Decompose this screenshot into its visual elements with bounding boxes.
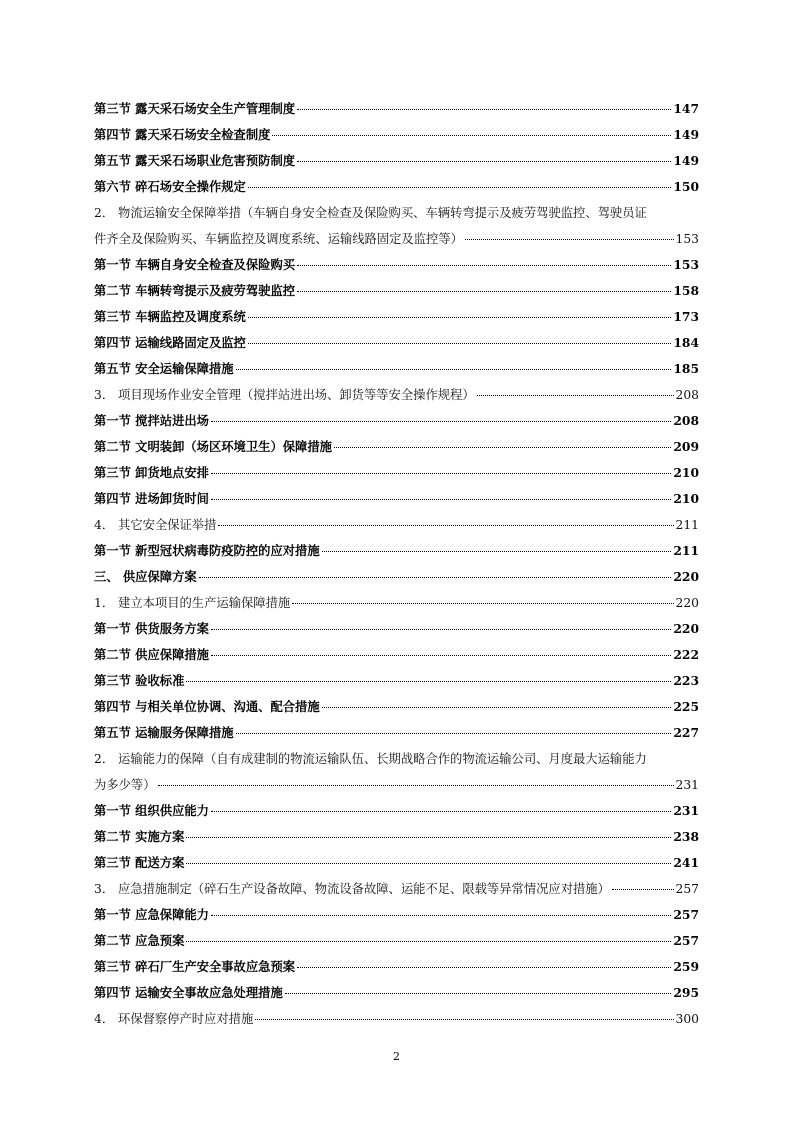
toc-entry-row xyxy=(94,408,699,434)
toc-entry-title: 第五节 露天采石场职业危害预防制度 xyxy=(94,153,296,168)
toc-entry-row xyxy=(94,876,699,902)
page-number: 2 xyxy=(393,1050,400,1063)
toc-entry[interactable] xyxy=(94,486,699,512)
toc-entry[interactable] xyxy=(94,824,699,850)
dot-leader xyxy=(297,291,671,292)
toc-entry-page: 208 xyxy=(673,413,699,428)
toc-entry-row xyxy=(94,642,699,668)
toc-entry-title: 第三节 车辆监控及调度系统 xyxy=(94,309,246,324)
toc-entry[interactable] xyxy=(94,512,699,538)
toc-entry-title: 第二节 应急预案 xyxy=(94,933,185,948)
toc-entry-row xyxy=(94,148,699,174)
toc-entry-page: 184 xyxy=(673,335,699,350)
toc-entry-page: 223 xyxy=(673,673,699,688)
toc-entry-row xyxy=(94,850,699,876)
toc-entry[interactable] xyxy=(94,382,699,408)
toc-entry-title: 第一节 应急保障能力 xyxy=(94,907,209,922)
toc-entry-row xyxy=(94,590,699,616)
dot-leader xyxy=(297,161,671,162)
toc-entry-title: 第三节 配送方案 xyxy=(94,855,185,870)
toc-entry-title: 第二节 文明装卸（场区环境卫生）保障措施 xyxy=(94,439,332,454)
toc-entry-row xyxy=(94,902,699,928)
toc-entry-page: 210 xyxy=(673,491,699,506)
dot-leader xyxy=(186,863,671,864)
toc-entry[interactable] xyxy=(94,980,699,1006)
toc-entry-title: 三、 供应保障方案 xyxy=(94,569,197,584)
toc-entry-page: 173 xyxy=(673,309,699,324)
toc-entry-page: 225 xyxy=(673,699,699,714)
toc-entry-page: 257 xyxy=(673,933,699,948)
toc-entry-page: 211 xyxy=(675,518,699,532)
dot-leader xyxy=(211,655,671,656)
toc-entry-page: 149 xyxy=(673,127,699,142)
toc-entry-title: 第一节 车辆自身安全检查及保险购买 xyxy=(94,257,296,272)
toc-entry-page: 300 xyxy=(675,1012,699,1026)
dot-leader xyxy=(297,109,671,110)
toc-entry-title: 第三节 卸货地点安排 xyxy=(94,465,209,480)
toc-entry-title: 第二节 供应保障措施 xyxy=(94,647,209,662)
toc-entry-row xyxy=(94,278,699,304)
toc-entry[interactable] xyxy=(94,590,699,616)
toc-entry-title: 第五节 安全运输保障措施 xyxy=(94,361,234,376)
toc-entry-row xyxy=(94,720,699,746)
toc-entry-page: 257 xyxy=(673,907,699,922)
toc-entry[interactable] xyxy=(94,642,699,668)
toc-entry-title: 第一节 搅拌站进出场 xyxy=(94,413,209,428)
dot-leader xyxy=(236,369,672,370)
toc-entry-page: 150 xyxy=(673,179,699,194)
toc-entry-row xyxy=(94,694,699,720)
toc-entry[interactable] xyxy=(94,954,699,980)
toc-entry[interactable] xyxy=(94,798,699,824)
toc-entry[interactable] xyxy=(94,538,699,564)
toc-entry[interactable] xyxy=(94,252,699,278)
toc-entry-row xyxy=(94,1006,699,1032)
toc-entry-title: 第二节 车辆转弯提示及疲劳驾驶监控 xyxy=(94,283,296,298)
toc-entry-title-line: 2． 运输能力的保障（自有成建制的物流运输队伍、长期战略合作的物流运输公司、月度最大运输能力 xyxy=(94,752,647,766)
toc-entry[interactable] xyxy=(94,278,699,304)
toc-entry-title: 第三节 露天采石场安全生产管理制度 xyxy=(94,101,296,116)
toc-entry-page: 158 xyxy=(673,283,699,298)
toc-entry-page: 295 xyxy=(673,985,699,1000)
toc-entry-page: 149 xyxy=(673,153,699,168)
toc-entry-page: 147 xyxy=(673,101,699,116)
toc-entry-page: 220 xyxy=(673,569,699,584)
dot-leader xyxy=(297,265,671,266)
toc-entry-title: 第四节 运输线路固定及监控 xyxy=(94,335,246,350)
toc-entry-page: 227 xyxy=(673,725,699,740)
toc-entry-title: 3． 应急措施制定（碎石生产设备故障、物流设备故障、运能不足、限载等异常情况应对措施） xyxy=(94,882,610,896)
toc-entry-page: 222 xyxy=(673,647,699,662)
toc-entry-row xyxy=(94,226,699,252)
toc-entry[interactable] xyxy=(94,434,699,460)
dot-leader xyxy=(272,135,671,136)
toc-entry-title: 第一节 组织供应能力 xyxy=(94,803,209,818)
toc-entry-title: 第二节 实施方案 xyxy=(94,829,185,844)
dot-leader xyxy=(211,629,671,630)
toc-entry-title: 第一节 供货服务方案 xyxy=(94,621,209,636)
toc-entry-page: 208 xyxy=(675,388,699,402)
toc-entry[interactable] xyxy=(94,460,699,486)
toc-entry-row xyxy=(94,486,699,512)
dot-leader xyxy=(322,551,672,552)
dot-leader xyxy=(255,1019,673,1020)
toc-entry-title: 第四节 与相关单位协调、沟通、配合措施 xyxy=(94,699,320,714)
toc-entry-page: 153 xyxy=(675,232,699,246)
toc-entry[interactable] xyxy=(94,902,699,928)
toc-entry-row xyxy=(94,616,699,642)
dot-leader xyxy=(186,681,671,682)
toc-entry-title: 3． 项目现场作业安全管理（搅拌站进出场、卸货等等安全操作规程） xyxy=(94,388,475,402)
toc-entry-page: 185 xyxy=(673,361,699,376)
toc-entry-row xyxy=(94,798,699,824)
toc-entry[interactable] xyxy=(94,122,699,148)
toc-entry-row xyxy=(94,954,699,980)
dot-leader xyxy=(211,811,671,812)
table-of-contents xyxy=(94,96,699,1032)
toc-entry-page: 231 xyxy=(675,778,699,792)
toc-entry-page: 231 xyxy=(673,803,699,818)
dot-leader xyxy=(218,525,673,526)
toc-entry[interactable] xyxy=(94,356,699,382)
toc-entry-page: 259 xyxy=(673,959,699,974)
dot-leader xyxy=(211,915,671,916)
toc-entry-title: 件齐全及保险购买、车辆监控及调度系统、运输线路固定及监控等） xyxy=(94,232,463,246)
toc-entry-title: 第五节 运输服务保障措施 xyxy=(94,725,234,740)
toc-entry-row xyxy=(94,96,699,122)
toc-entry[interactable] xyxy=(94,616,699,642)
dot-leader xyxy=(477,395,674,396)
toc-entry-page: 257 xyxy=(675,882,699,896)
toc-entry[interactable] xyxy=(94,148,699,174)
dot-leader xyxy=(236,733,672,734)
toc-entry-title: 第六节 碎石场安全操作规定 xyxy=(94,179,246,194)
toc-entry-page: 210 xyxy=(673,465,699,480)
dot-leader xyxy=(322,707,672,708)
toc-entry-row xyxy=(94,252,699,278)
dot-leader xyxy=(211,499,671,500)
toc-entry-page: 238 xyxy=(673,829,699,844)
dot-leader xyxy=(285,993,672,994)
toc-entry-title: 第三节 验收标准 xyxy=(94,673,185,688)
toc-entry[interactable] xyxy=(94,850,699,876)
toc-entry[interactable] xyxy=(94,928,699,954)
toc-entry[interactable] xyxy=(94,200,699,252)
toc-entry-page: 220 xyxy=(675,596,699,610)
toc-entry-title: 第一节 新型冠状病毒防疫防控的应对措施 xyxy=(94,543,320,558)
toc-entry[interactable] xyxy=(94,408,699,434)
dot-leader xyxy=(292,603,673,604)
toc-entry[interactable] xyxy=(94,330,699,356)
toc-entry-title: 第四节 露天采石场安全检查制度 xyxy=(94,127,271,142)
toc-entry-page: 241 xyxy=(673,855,699,870)
toc-entry[interactable] xyxy=(94,1006,699,1032)
toc-entry-row xyxy=(94,564,699,590)
toc-entry-row xyxy=(94,824,699,850)
toc-entry-row xyxy=(94,538,699,564)
toc-entry-page: 220 xyxy=(673,621,699,636)
toc-entry-title: 1． 建立本项目的生产运输保障措施 xyxy=(94,596,291,610)
toc-entry-row xyxy=(94,330,699,356)
toc-entry-title: 第四节 进场卸货时间 xyxy=(94,491,209,506)
toc-entry-page: 153 xyxy=(673,257,699,272)
dot-leader xyxy=(158,785,674,786)
toc-entry[interactable] xyxy=(94,694,699,720)
toc-entry-page: 211 xyxy=(673,543,699,558)
toc-entry[interactable] xyxy=(94,174,699,200)
toc-entry-row xyxy=(94,928,699,954)
dot-leader xyxy=(612,889,674,890)
toc-entry-title: 第四节 运输安全事故应急处理措施 xyxy=(94,985,283,1000)
toc-entry-title-line: 2． 物流运输安全保障举措（车辆自身安全检查及保险购买、车辆转弯提示及疲劳驾驶监控、驾驶员证 xyxy=(94,206,647,220)
toc-entry[interactable] xyxy=(94,304,699,330)
toc-entry[interactable] xyxy=(94,668,699,694)
toc-entry-row xyxy=(94,434,699,460)
toc-entry-row xyxy=(94,460,699,486)
dot-leader xyxy=(334,447,671,448)
toc-entry-page: 209 xyxy=(673,439,699,454)
toc-entry-row xyxy=(94,512,699,538)
toc-entry-row xyxy=(94,382,699,408)
dot-leader xyxy=(248,187,671,188)
toc-entry-row xyxy=(94,174,699,200)
toc-entry[interactable] xyxy=(94,564,699,590)
toc-entry-title: 4． 其它安全保证举措 xyxy=(94,518,217,532)
toc-entry[interactable] xyxy=(94,96,699,122)
dot-leader xyxy=(199,577,672,578)
toc-entry-title: 4． 环保督察停产时应对措施 xyxy=(94,1012,254,1026)
dot-leader xyxy=(186,837,671,838)
dot-leader xyxy=(297,967,671,968)
dot-leader xyxy=(211,421,671,422)
toc-entry[interactable] xyxy=(94,720,699,746)
toc-entry-title: 为多少等） xyxy=(94,778,156,792)
toc-entry-row xyxy=(94,122,699,148)
toc-entry[interactable] xyxy=(94,876,699,902)
dot-leader xyxy=(248,343,671,344)
toc-entry-row xyxy=(94,772,699,798)
toc-entry-row xyxy=(94,980,699,1006)
dot-leader xyxy=(211,473,671,474)
toc-entry-row xyxy=(94,304,699,330)
toc-entry-title: 第三节 碎石厂生产安全事故应急预案 xyxy=(94,959,296,974)
toc-entry-row xyxy=(94,356,699,382)
dot-leader xyxy=(186,941,671,942)
dot-leader xyxy=(248,317,671,318)
toc-entry[interactable] xyxy=(94,746,699,798)
toc-entry-row xyxy=(94,668,699,694)
dot-leader xyxy=(465,239,674,240)
